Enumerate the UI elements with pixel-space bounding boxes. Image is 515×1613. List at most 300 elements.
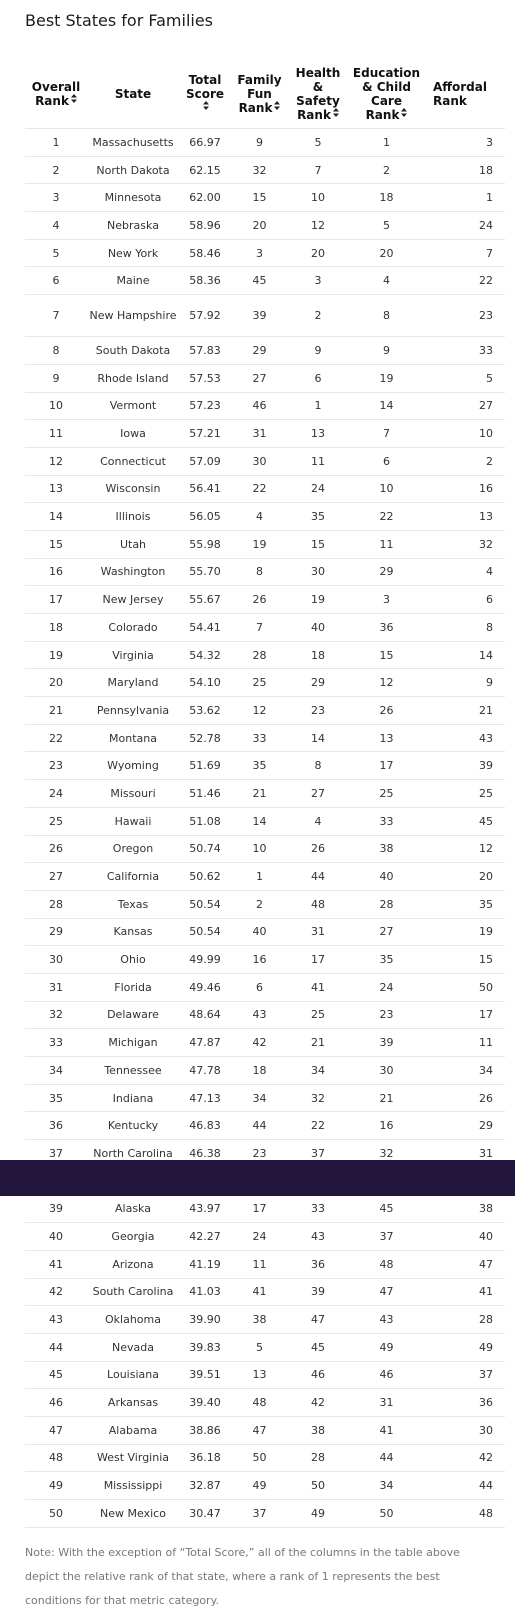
rankings-table [25,60,505,1528]
table-row [25,1333,505,1361]
cell-total-score: 51.08 [179,807,231,835]
cell-health-safety-rank: 38 [288,1416,348,1444]
cell-total-score: 46.83 [179,1112,231,1140]
table-row [25,1472,505,1500]
column-header-state [87,60,179,129]
cell-family-fun-rank: 35 [231,752,288,780]
column-header-family-fun-rank[interactable] [231,60,288,129]
table-row [25,1278,505,1306]
cell-affordability-rank: 7 [425,239,505,267]
cell-family-fun-rank: 6 [231,973,288,1001]
table-row [25,1416,505,1444]
cell-state: New Hampshire [87,295,179,337]
cell-overall-rank: 13 [25,475,87,503]
cell-health-safety-rank: 42 [288,1389,348,1417]
table-row [25,392,505,420]
cell-affordability-rank: 30 [425,1416,505,1444]
cell-state: Connecticut [87,447,179,475]
cell-education-child-care-rank: 50 [348,1500,425,1528]
cell-state: Ohio [87,946,179,974]
cell-family-fun-rank: 30 [231,447,288,475]
cell-education-child-care-rank: 20 [348,239,425,267]
cell-state: Texas [87,890,179,918]
cell-overall-rank: 39 [25,1195,87,1223]
header-label: Rank [238,100,273,115]
cell-education-child-care-rank: 18 [348,184,425,212]
cell-education-child-care-rank: 37 [348,1223,425,1251]
table-row [25,918,505,946]
cell-total-score: 50.54 [179,890,231,918]
cell-family-fun-rank: 25 [231,669,288,697]
cell-overall-rank: 6 [25,267,87,295]
cell-state: Utah [87,530,179,558]
cell-family-fun-rank: 47 [231,1416,288,1444]
header-label: Total [188,72,222,87]
header-label: Safety [296,93,340,108]
cell-affordability-rank: 6 [425,586,505,614]
table-row [25,835,505,863]
cell-health-safety-rank: 31 [288,918,348,946]
table-row [25,1223,505,1251]
cell-affordability-rank: 49 [425,1333,505,1361]
cell-health-safety-rank: 41 [288,973,348,1001]
cell-overall-rank: 29 [25,918,87,946]
cell-education-child-care-rank: 48 [348,1250,425,1278]
cell-overall-rank: 37 [25,1140,87,1168]
cell-overall-rank: 1 [25,129,87,157]
table-row [25,156,505,184]
cell-family-fun-rank: 45 [231,267,288,295]
header-label: Education [352,65,421,80]
cell-family-fun-rank: 17 [231,1195,288,1223]
cell-state: Nebraska [87,212,179,240]
cell-education-child-care-rank: 9 [348,337,425,365]
cell-affordability-rank: 12 [425,835,505,863]
cell-total-score: 51.69 [179,752,231,780]
sort-arrows-icon[interactable] [274,101,280,115]
cell-affordability-rank: 29 [425,1112,505,1140]
cell-family-fun-rank: 16 [231,946,288,974]
cell-education-child-care-rank: 3 [348,586,425,614]
cell-state: Maine [87,267,179,295]
cell-affordability-rank: 18 [425,156,505,184]
table-row [25,1029,505,1057]
cell-health-safety-rank: 43 [288,1223,348,1251]
cell-affordability-rank: 14 [425,641,505,669]
cell-affordability-rank: 21 [425,697,505,725]
table-row [25,1001,505,1029]
page-title: Best States for Families [25,11,214,30]
cell-education-child-care-rank: 12 [348,669,425,697]
cell-health-safety-rank: 44 [288,863,348,891]
cell-overall-rank: 32 [25,1001,87,1029]
cell-state: Indiana [87,1084,179,1112]
cell-education-child-care-rank: 17 [348,752,425,780]
cell-affordability-rank: 38 [425,1195,505,1223]
cell-affordability-rank: 3 [425,129,505,157]
cell-health-safety-rank: 39 [288,1278,348,1306]
cell-affordability-rank: 42 [425,1444,505,1472]
cell-education-child-care-rank: 41 [348,1416,425,1444]
cell-total-score: 56.05 [179,503,231,531]
overlay-banner [0,1160,515,1196]
cell-overall-rank: 15 [25,530,87,558]
cell-state: Oklahoma [87,1306,179,1334]
table-row [25,364,505,392]
sort-arrows-icon[interactable] [333,108,339,122]
sort-arrows-icon[interactable] [203,101,209,115]
cell-education-child-care-rank: 45 [348,1195,425,1223]
table-row [25,1112,505,1140]
table-header [25,60,505,129]
cell-total-score: 53.62 [179,697,231,725]
cell-overall-rank: 47 [25,1416,87,1444]
cell-affordability-rank: 16 [425,475,505,503]
cell-state: Arkansas [87,1389,179,1417]
cell-affordability-rank: 28 [425,1306,505,1334]
cell-total-score: 30.47 [179,1500,231,1528]
cell-overall-rank: 42 [25,1278,87,1306]
cell-total-score: 58.96 [179,212,231,240]
cell-health-safety-rank: 2 [288,295,348,337]
cell-health-safety-rank: 7 [288,156,348,184]
cell-health-safety-rank: 5 [288,129,348,157]
cell-state: Hawaii [87,807,179,835]
cell-overall-rank: 24 [25,780,87,808]
table-row [25,586,505,614]
header-row [25,60,505,129]
cell-education-child-care-rank: 25 [348,780,425,808]
cell-family-fun-rank: 28 [231,641,288,669]
cell-total-score: 52.78 [179,724,231,752]
table-row [25,337,505,365]
cell-affordability-rank: 11 [425,1029,505,1057]
cell-state: Rhode Island [87,364,179,392]
cell-health-safety-rank: 49 [288,1500,348,1528]
cell-family-fun-rank: 29 [231,337,288,365]
cell-state: Montana [87,724,179,752]
cell-education-child-care-rank: 11 [348,530,425,558]
column-header-affordability-rank [425,60,505,129]
sort-arrows-icon[interactable] [401,108,407,122]
header-label: State [114,87,152,101]
cell-overall-rank: 3 [25,184,87,212]
cell-affordability-rank: 24 [425,212,505,240]
column-header-health-safety-rank[interactable] [288,60,348,129]
header-label: Health [295,65,341,80]
cell-health-safety-rank: 8 [288,752,348,780]
cell-overall-rank: 23 [25,752,87,780]
cell-overall-rank: 41 [25,1250,87,1278]
cell-overall-rank: 43 [25,1306,87,1334]
cell-affordability-rank: 40 [425,1223,505,1251]
cell-health-safety-rank: 15 [288,530,348,558]
cell-health-safety-rank: 35 [288,503,348,531]
cell-education-child-care-rank: 24 [348,973,425,1001]
cell-state: Oregon [87,835,179,863]
cell-state: Maryland [87,669,179,697]
table-row [25,1500,505,1528]
cell-overall-rank: 31 [25,973,87,1001]
cell-health-safety-rank: 9 [288,337,348,365]
cell-affordability-rank: 4 [425,558,505,586]
cell-education-child-care-rank: 19 [348,364,425,392]
cell-overall-rank: 4 [25,212,87,240]
cell-family-fun-rank: 4 [231,503,288,531]
cell-total-score: 41.03 [179,1278,231,1306]
header-label: Fun [247,86,272,101]
cell-affordability-rank: 27 [425,392,505,420]
cell-family-fun-rank: 8 [231,558,288,586]
table-row [25,669,505,697]
cell-state: Mississippi [87,1472,179,1500]
cell-health-safety-rank: 30 [288,558,348,586]
cell-family-fun-rank: 49 [231,1472,288,1500]
cell-health-safety-rank: 6 [288,364,348,392]
cell-family-fun-rank: 5 [231,1333,288,1361]
cell-affordability-rank: 32 [425,530,505,558]
cell-state: Florida [87,973,179,1001]
cell-health-safety-rank: 40 [288,614,348,642]
cell-education-child-care-rank: 40 [348,863,425,891]
cell-overall-rank: 9 [25,364,87,392]
cell-family-fun-rank: 12 [231,697,288,725]
cell-family-fun-rank: 26 [231,586,288,614]
cell-total-score: 57.09 [179,447,231,475]
table-row [25,1057,505,1085]
cell-health-safety-rank: 33 [288,1195,348,1223]
cell-total-score: 57.23 [179,392,231,420]
cell-state: Tennessee [87,1057,179,1085]
cell-total-score: 50.62 [179,863,231,891]
cell-health-safety-rank: 27 [288,780,348,808]
cell-family-fun-rank: 19 [231,530,288,558]
cell-affordability-rank: 50 [425,973,505,1001]
cell-total-score: 38.86 [179,1416,231,1444]
cell-overall-rank: 34 [25,1057,87,1085]
cell-affordability-rank: 15 [425,946,505,974]
cell-state: South Carolina [87,1278,179,1306]
cell-education-child-care-rank: 14 [348,392,425,420]
cell-health-safety-rank: 13 [288,420,348,448]
cell-education-child-care-rank: 15 [348,641,425,669]
column-header-overall-rank[interactable] [25,60,87,129]
cell-family-fun-rank: 27 [231,364,288,392]
cell-education-child-care-rank: 10 [348,475,425,503]
cell-education-child-care-rank: 21 [348,1084,425,1112]
cell-family-fun-rank: 33 [231,724,288,752]
cell-affordability-rank: 35 [425,890,505,918]
cell-affordability-rank: 23 [425,295,505,337]
cell-health-safety-rank: 22 [288,1112,348,1140]
cell-family-fun-rank: 14 [231,807,288,835]
cell-overall-rank: 27 [25,863,87,891]
column-header-education-child-care-rank[interactable] [348,60,425,129]
cell-overall-rank: 48 [25,1444,87,1472]
cell-overall-rank: 8 [25,337,87,365]
sort-arrows-icon[interactable] [71,94,77,108]
cell-health-safety-rank: 23 [288,697,348,725]
cell-family-fun-rank: 34 [231,1084,288,1112]
cell-family-fun-rank: 2 [231,890,288,918]
header-label: Score [185,86,225,101]
rankings-table-container[interactable] [25,60,493,1528]
table-row [25,946,505,974]
cell-state: North Carolina [87,1140,179,1168]
cell-total-score: 39.83 [179,1333,231,1361]
cell-affordability-rank: 37 [425,1361,505,1389]
cell-family-fun-rank: 22 [231,475,288,503]
cell-total-score: 57.92 [179,295,231,337]
table-row [25,1084,505,1112]
cell-education-child-care-rank: 34 [348,1472,425,1500]
cell-overall-rank: 20 [25,669,87,697]
cell-health-safety-rank: 10 [288,184,348,212]
cell-health-safety-rank: 1 [288,392,348,420]
table-row [25,780,505,808]
cell-education-child-care-rank: 46 [348,1361,425,1389]
table-row [25,1250,505,1278]
table-row [25,503,505,531]
cell-total-score: 39.51 [179,1361,231,1389]
cell-total-score: 51.46 [179,780,231,808]
cell-total-score: 36.18 [179,1444,231,1472]
cell-total-score: 49.99 [179,946,231,974]
cell-state: Georgia [87,1223,179,1251]
table-row [25,530,505,558]
cell-affordability-rank: 20 [425,863,505,891]
cell-total-score: 55.98 [179,530,231,558]
table-row [25,724,505,752]
header-label: Rank [297,107,331,122]
cell-overall-rank: 40 [25,1223,87,1251]
cell-state: Missouri [87,780,179,808]
cell-education-child-care-rank: 26 [348,697,425,725]
cell-total-score: 55.67 [179,586,231,614]
cell-total-score: 42.27 [179,1223,231,1251]
cell-family-fun-rank: 46 [231,392,288,420]
cell-total-score: 54.32 [179,641,231,669]
cell-education-child-care-rank: 43 [348,1306,425,1334]
cell-overall-rank: 2 [25,156,87,184]
cell-health-safety-rank: 20 [288,239,348,267]
table-row [25,614,505,642]
cell-family-fun-rank: 13 [231,1361,288,1389]
cell-overall-rank: 14 [25,503,87,531]
table-row [25,697,505,725]
column-header-total-score[interactable] [179,60,231,129]
cell-total-score: 39.40 [179,1389,231,1417]
header-label: & [312,79,324,94]
header-label: Care [371,93,402,108]
cell-health-safety-rank: 11 [288,447,348,475]
cell-total-score: 62.00 [179,184,231,212]
cell-state: West Virginia [87,1444,179,1472]
table-row [25,890,505,918]
cell-health-safety-rank: 50 [288,1472,348,1500]
table-row [25,752,505,780]
table-row [25,973,505,1001]
cell-state: California [87,863,179,891]
cell-overall-rank: 11 [25,420,87,448]
cell-affordability-rank: 44 [425,1472,505,1500]
cell-health-safety-rank: 24 [288,475,348,503]
cell-total-score: 47.87 [179,1029,231,1057]
cell-affordability-rank: 22 [425,267,505,295]
cell-affordability-rank: 36 [425,1389,505,1417]
cell-education-child-care-rank: 32 [348,1140,425,1168]
cell-education-child-care-rank: 38 [348,835,425,863]
table-row [25,558,505,586]
cell-family-fun-rank: 18 [231,1057,288,1085]
cell-health-safety-rank: 34 [288,1057,348,1085]
cell-family-fun-rank: 48 [231,1389,288,1417]
cell-state: Arizona [87,1250,179,1278]
cell-state: Illinois [87,503,179,531]
cell-overall-rank: 49 [25,1472,87,1500]
table-row [25,1361,505,1389]
cell-family-fun-rank: 42 [231,1029,288,1057]
cell-affordability-rank: 39 [425,752,505,780]
cell-affordability-rank: 10 [425,420,505,448]
cell-total-score: 58.36 [179,267,231,295]
cell-affordability-rank: 9 [425,669,505,697]
cell-state: Kentucky [87,1112,179,1140]
cell-family-fun-rank: 11 [231,1250,288,1278]
cell-education-child-care-rank: 31 [348,1389,425,1417]
cell-family-fun-rank: 38 [231,1306,288,1334]
table-row [25,1389,505,1417]
table-row [25,1306,505,1334]
table-row [25,475,505,503]
table-row [25,295,505,337]
cell-affordability-rank: 13 [425,503,505,531]
cell-health-safety-rank: 29 [288,669,348,697]
cell-affordability-rank: 47 [425,1250,505,1278]
cell-overall-rank: 19 [25,641,87,669]
cell-state: Louisiana [87,1361,179,1389]
cell-family-fun-rank: 23 [231,1140,288,1168]
cell-health-safety-rank: 48 [288,890,348,918]
cell-family-fun-rank: 40 [231,918,288,946]
cell-education-child-care-rank: 33 [348,807,425,835]
table-row [25,212,505,240]
cell-state: Kansas [87,918,179,946]
cell-state: Nevada [87,1333,179,1361]
cell-family-fun-rank: 32 [231,156,288,184]
cell-affordability-rank: 33 [425,337,505,365]
cell-total-score: 54.10 [179,669,231,697]
cell-overall-rank: 26 [25,835,87,863]
cell-family-fun-rank: 50 [231,1444,288,1472]
cell-state: Washington [87,558,179,586]
cell-family-fun-rank: 10 [231,835,288,863]
cell-overall-rank: 44 [25,1333,87,1361]
cell-education-child-care-rank: 29 [348,558,425,586]
cell-state: New Jersey [87,586,179,614]
cell-family-fun-rank: 24 [231,1223,288,1251]
cell-affordability-rank: 8 [425,614,505,642]
cell-overall-rank: 17 [25,586,87,614]
cell-total-score: 39.90 [179,1306,231,1334]
cell-state: Michigan [87,1029,179,1057]
cell-family-fun-rank: 3 [231,239,288,267]
cell-state: Alabama [87,1416,179,1444]
cell-state: Delaware [87,1001,179,1029]
cell-family-fun-rank: 37 [231,1500,288,1528]
cell-state: North Dakota [87,156,179,184]
cell-education-child-care-rank: 49 [348,1333,425,1361]
